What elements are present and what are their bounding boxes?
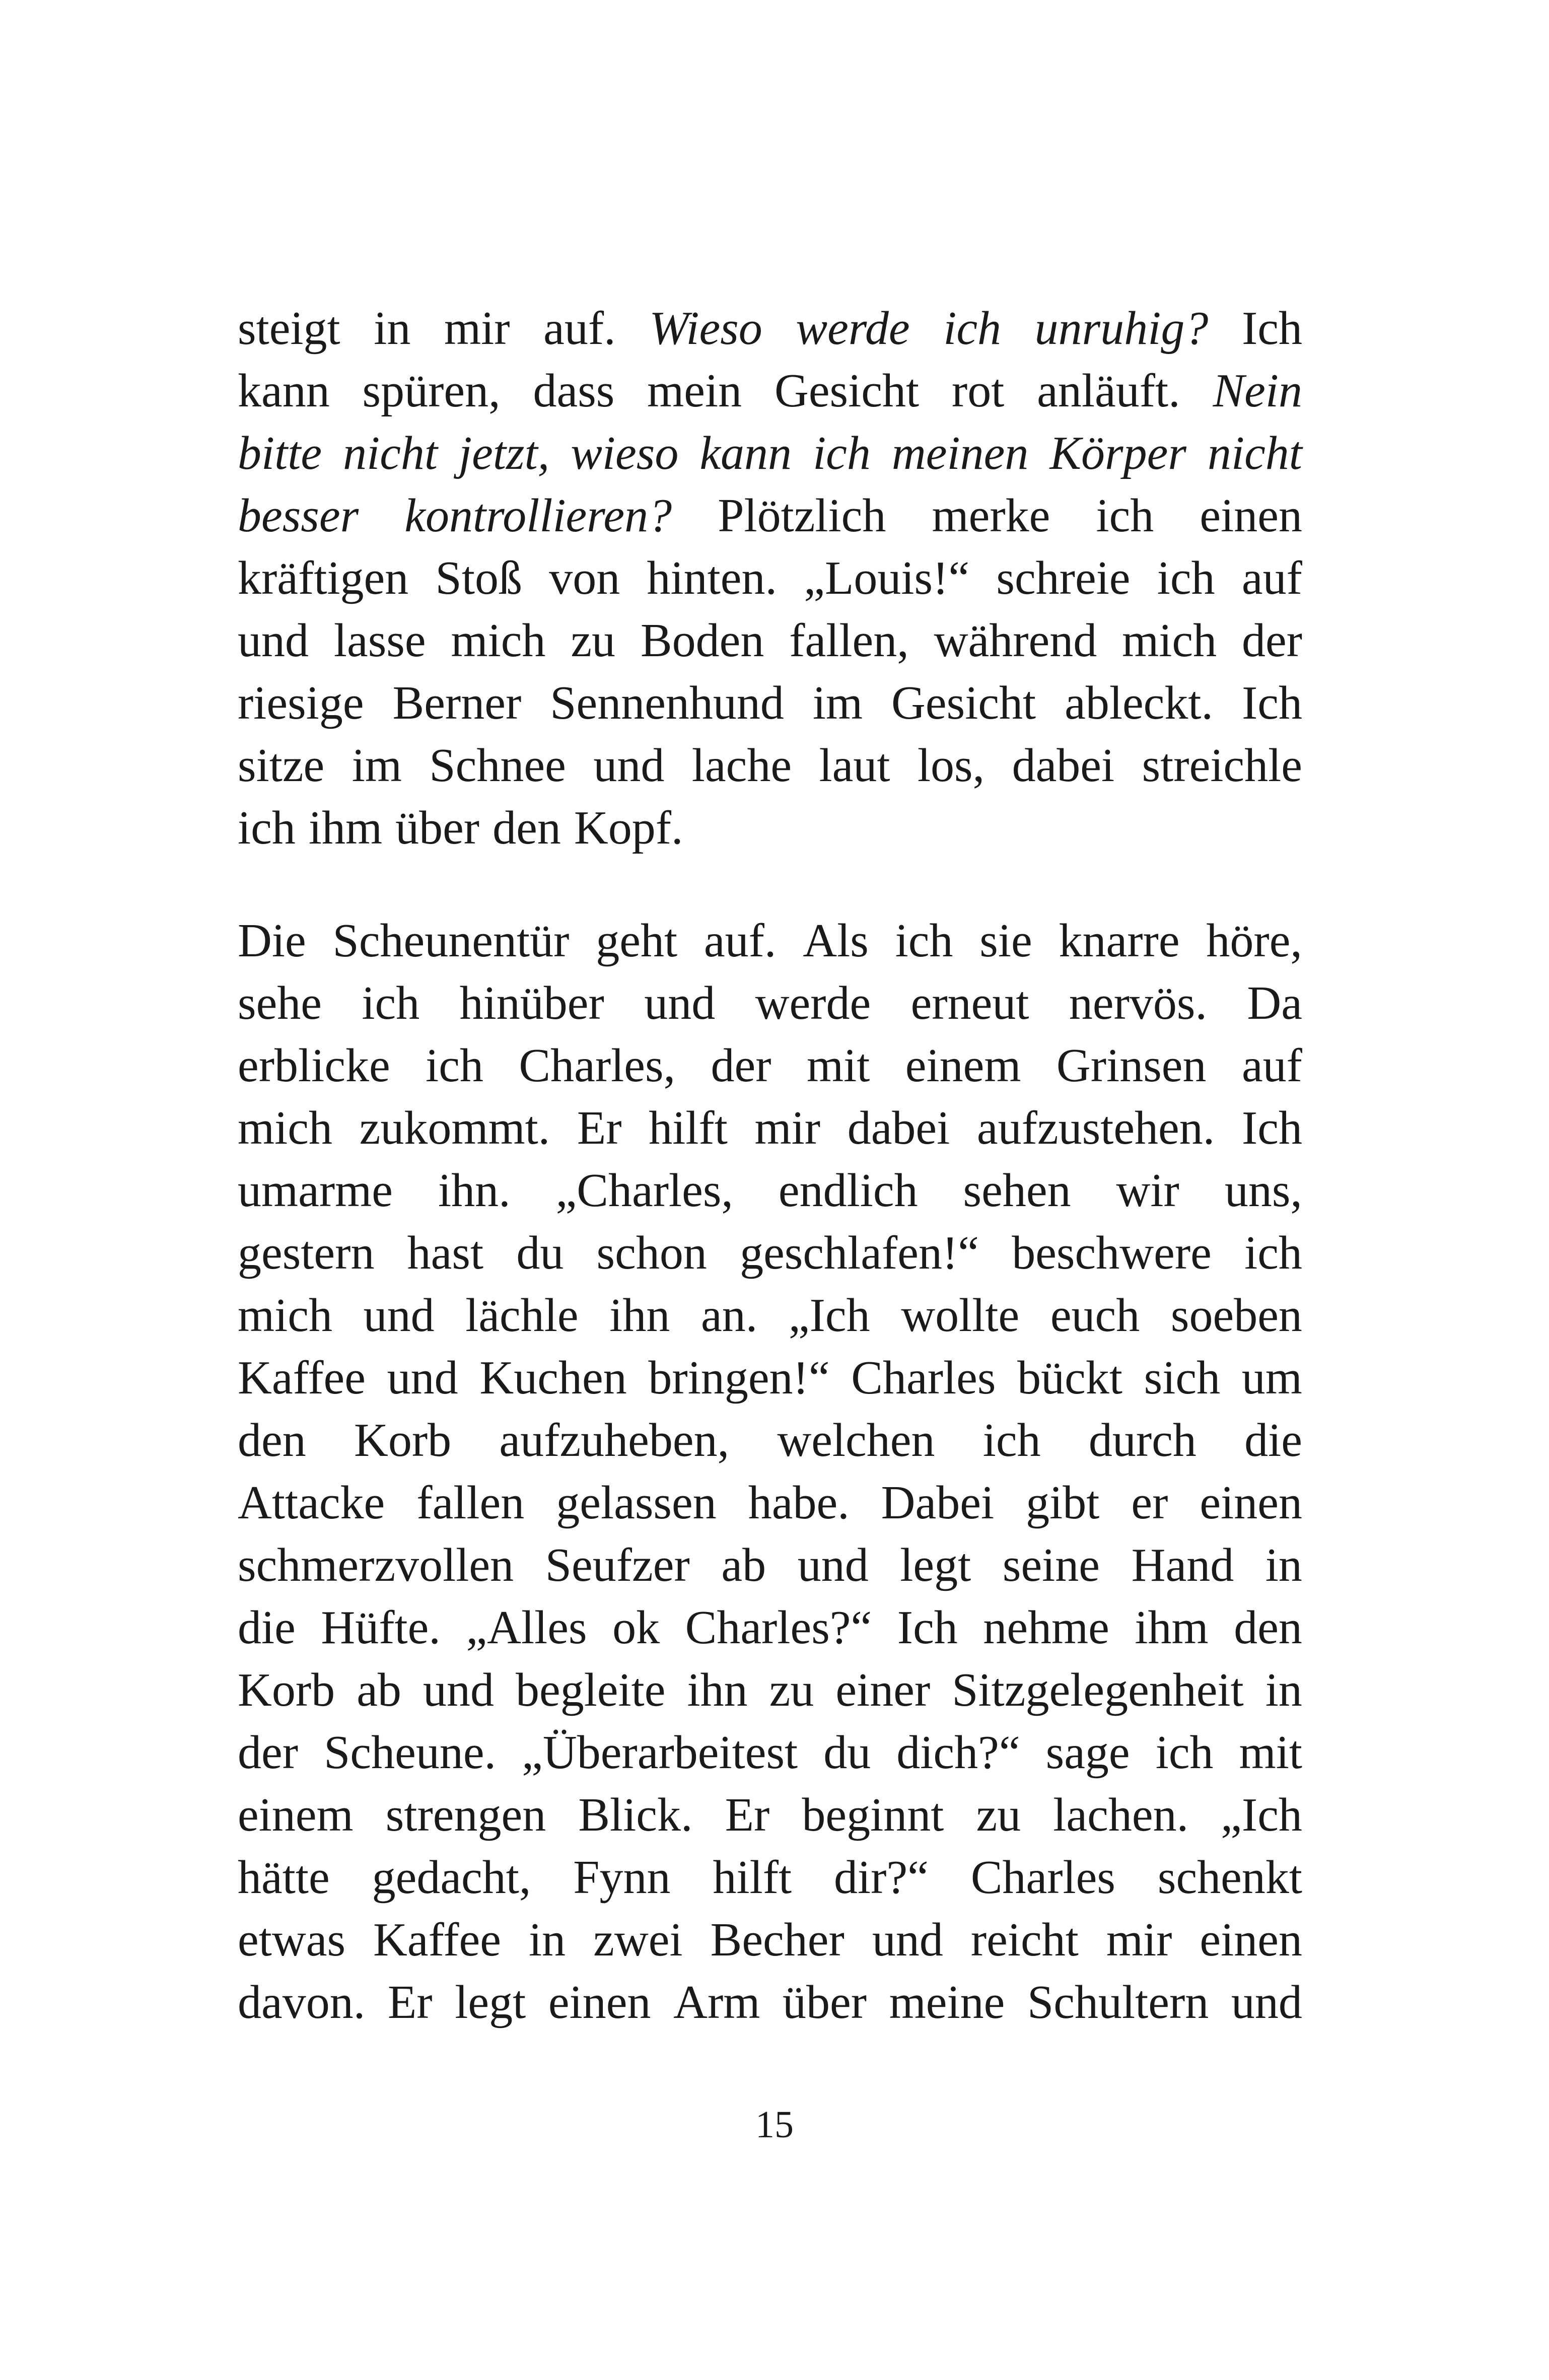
word: zwei — [593, 1914, 683, 1966]
word: um — [1241, 1352, 1302, 1404]
word: Charles — [970, 1851, 1115, 1904]
word: höre, — [1206, 915, 1302, 967]
word: Dabei — [881, 1477, 995, 1529]
word: der — [238, 1726, 299, 1779]
text-line — [238, 484, 1302, 547]
word: gelassen — [556, 1477, 717, 1529]
word: einer — [835, 1664, 931, 1716]
word: Kaffee — [373, 1914, 502, 1966]
text-line — [238, 1034, 1302, 1097]
italic-word: Körper — [1049, 427, 1186, 479]
word: Kaffee — [238, 1352, 366, 1404]
word: ab — [357, 1664, 401, 1716]
word: mir — [754, 1102, 821, 1154]
word: steigt — [238, 302, 340, 355]
word: über — [783, 1976, 867, 2028]
word: geschlafen!“ — [740, 1227, 979, 1279]
word: ihn. — [438, 1164, 511, 1217]
word: sie — [979, 915, 1032, 967]
word: bückt — [1017, 1352, 1122, 1404]
italic-word: bitte — [238, 427, 322, 479]
italic-word: wieso — [571, 427, 679, 479]
word: mir — [1106, 1914, 1172, 1966]
word: schon — [596, 1227, 707, 1279]
word: Arm — [673, 1976, 760, 2028]
italic-word: kontrollieren? — [404, 489, 672, 542]
word: sich — [1144, 1352, 1221, 1404]
word: dabei — [1012, 739, 1115, 792]
word: endlich — [778, 1164, 918, 1217]
word: riesige — [238, 677, 364, 729]
word: Sennenhund — [550, 677, 784, 729]
word: soeben — [1170, 1289, 1302, 1342]
word: knarre — [1059, 915, 1180, 967]
word: etwas — [238, 1914, 346, 1966]
word: Kuchen — [479, 1352, 627, 1404]
italic-word: ich — [813, 427, 871, 479]
word: wir — [1116, 1164, 1179, 1217]
word: ich — [1157, 552, 1215, 604]
word: „Ich — [788, 1289, 870, 1342]
text-line — [238, 1534, 1302, 1596]
word: Becher — [710, 1914, 844, 1966]
word: Er — [725, 1789, 770, 1841]
word: den — [238, 1414, 306, 1466]
word: reicht — [970, 1914, 1079, 1966]
word: sehen — [963, 1164, 1071, 1217]
word: Blick. — [578, 1789, 693, 1841]
word: Als — [803, 915, 869, 967]
text-line — [238, 1596, 1302, 1659]
word: hilft — [713, 1851, 792, 1904]
paragraph-2 — [238, 909, 1302, 2034]
word: und — [644, 977, 716, 1029]
text-line — [238, 1472, 1302, 1534]
word: lächle — [465, 1289, 579, 1342]
word: und — [238, 614, 309, 667]
word: einen — [1200, 1914, 1302, 1966]
word: streichle — [1142, 739, 1302, 792]
word: strengen — [385, 1789, 546, 1841]
word: Berner — [392, 677, 522, 729]
text-line — [238, 1846, 1302, 1909]
word: lasse — [333, 614, 426, 667]
word: lachen. — [1053, 1789, 1189, 1841]
italic-word: Nein — [1213, 365, 1302, 417]
text-line — [238, 1409, 1302, 1472]
word: einem — [238, 1789, 354, 1841]
word: geht — [596, 915, 678, 967]
word: du — [516, 1227, 564, 1279]
word: ich — [238, 802, 296, 854]
word: Boden — [640, 614, 764, 667]
word: mit — [1239, 1726, 1302, 1779]
paragraph-1 — [238, 297, 1302, 859]
text-line — [238, 1097, 1302, 1159]
text-line — [238, 609, 1302, 672]
word: Ich — [1241, 1102, 1302, 1154]
word: und — [423, 1664, 494, 1716]
word: habe. — [748, 1477, 850, 1529]
word: Seufzer — [545, 1539, 690, 1591]
word: Kopf. — [574, 802, 683, 854]
italic-word: nicht — [1207, 427, 1302, 479]
word: auf — [1241, 552, 1302, 604]
text-line — [238, 672, 1302, 734]
word: der — [1241, 614, 1302, 667]
word: den — [492, 802, 561, 854]
word: ich — [426, 1039, 483, 1092]
word: kann — [238, 365, 330, 417]
word: Plötzlich — [718, 489, 886, 542]
word: in — [529, 1914, 566, 1966]
word: ich — [1244, 1227, 1302, 1279]
word: euch — [1050, 1289, 1140, 1342]
word: die — [238, 1601, 296, 1654]
text-line — [238, 1784, 1302, 1846]
word: Er — [577, 1102, 622, 1154]
word: ich — [1096, 489, 1154, 542]
word: und — [593, 739, 665, 792]
word: in — [1265, 1539, 1302, 1591]
word: „Überarbeitest — [522, 1726, 798, 1779]
word: rot — [951, 365, 1005, 417]
word: anläuft. — [1037, 365, 1180, 417]
word: und — [872, 1914, 943, 1966]
word: fallen, — [789, 614, 909, 667]
word: in — [1265, 1664, 1302, 1716]
word: zu — [769, 1664, 814, 1716]
word: ihn — [687, 1664, 748, 1716]
word: schmerzvollen — [238, 1539, 514, 1591]
word: Grinsen — [1056, 1039, 1207, 1092]
word: hinüber — [459, 977, 604, 1029]
word: und — [363, 1289, 435, 1342]
word: seine — [1002, 1539, 1100, 1591]
word: aufzuheben, — [499, 1414, 730, 1466]
word: Fynn — [573, 1851, 671, 1904]
word: umarme — [238, 1164, 393, 1217]
word: an. — [701, 1289, 758, 1342]
word: Gesicht — [774, 365, 920, 417]
text-line — [238, 360, 1302, 422]
italic-word: jetzt, — [459, 427, 550, 479]
word: ableckt. — [1065, 677, 1214, 729]
word: kräftigen — [238, 552, 409, 604]
text-line — [238, 547, 1302, 609]
word: ihn — [609, 1289, 670, 1342]
word: mich — [1122, 614, 1217, 667]
word: los, — [917, 739, 985, 792]
word: fallen — [416, 1477, 525, 1529]
word: im — [812, 677, 863, 729]
word: du — [823, 1726, 871, 1779]
word: spüren, — [362, 365, 501, 417]
word: Korb — [238, 1664, 335, 1716]
word: einem — [905, 1039, 1021, 1092]
word: ihm — [308, 802, 383, 854]
word: aufzustehen. — [976, 1102, 1215, 1154]
word: zukommt. — [359, 1102, 550, 1154]
word: hilft — [649, 1102, 728, 1154]
word: dir?“ — [834, 1851, 929, 1904]
word: Ich — [897, 1601, 958, 1654]
word: ich — [982, 1414, 1041, 1466]
word: erblicke — [238, 1039, 390, 1092]
text-line — [238, 1222, 1302, 1284]
word: bringen!“ — [648, 1352, 830, 1404]
word: schreie — [996, 552, 1131, 604]
italic-word: ich — [943, 302, 1002, 355]
word: mein — [647, 365, 742, 417]
word: und — [797, 1539, 869, 1591]
word: sage — [1045, 1726, 1130, 1779]
word: mich — [451, 614, 546, 667]
text-line — [238, 797, 1302, 859]
word: den — [1234, 1601, 1302, 1654]
word: Die — [238, 915, 306, 967]
word: „Charles, — [555, 1164, 733, 1217]
page-number: 15 — [755, 2104, 794, 2146]
word: uns, — [1224, 1164, 1302, 1217]
word: Sitzgelegenheit — [952, 1664, 1244, 1716]
word: ich — [362, 977, 420, 1029]
italic-word: nicht — [343, 427, 438, 479]
word: werde — [755, 977, 871, 1029]
word: einen — [1200, 1477, 1302, 1529]
word: der — [711, 1039, 771, 1092]
italic-word: unruhig? — [1034, 302, 1209, 355]
text-line — [238, 1909, 1302, 1971]
word: beschwere — [1012, 1227, 1212, 1279]
word: „Louis!“ — [804, 552, 970, 604]
text-line — [238, 909, 1302, 972]
word: nervös. — [1069, 977, 1207, 1029]
word: Charles, — [519, 1039, 676, 1092]
word: meine — [889, 1976, 1005, 2028]
text-line — [238, 422, 1302, 484]
word: ab — [721, 1539, 766, 1591]
word: mich — [238, 1289, 332, 1342]
word: hast — [407, 1227, 484, 1279]
word: dich?“ — [896, 1726, 1020, 1779]
word: hinten. — [647, 552, 777, 604]
word: dabei — [847, 1102, 950, 1154]
word: Ich — [1241, 677, 1302, 729]
word: dass — [533, 365, 615, 417]
text-line — [238, 1659, 1302, 1721]
word: auf. — [703, 915, 777, 967]
word: Attacke — [238, 1477, 385, 1529]
word: Er — [387, 1976, 433, 2028]
word: zu — [571, 614, 616, 667]
text-line — [238, 1284, 1302, 1347]
word: mir — [444, 302, 510, 355]
word: Schnee — [429, 739, 566, 792]
word: davon. — [238, 1976, 366, 2028]
word: begleite — [515, 1664, 666, 1716]
word: „Alles — [466, 1601, 587, 1654]
word: einen — [1200, 489, 1302, 542]
word: hätte — [238, 1851, 330, 1904]
text-line — [238, 734, 1302, 797]
word: mit — [806, 1039, 870, 1092]
word: Charles?“ — [685, 1601, 872, 1654]
word: Scheune. — [324, 1726, 497, 1779]
word: während — [934, 614, 1097, 667]
word: erneut — [910, 977, 1029, 1029]
word: wollte — [901, 1289, 1020, 1342]
word: auf. — [543, 302, 616, 355]
word: Hüfte. — [321, 1601, 441, 1654]
text-line — [238, 1721, 1302, 1784]
word: Hand — [1131, 1539, 1234, 1591]
word: von — [549, 552, 620, 604]
word: lache — [691, 739, 792, 792]
word: die — [1244, 1414, 1302, 1466]
word: Ich — [1241, 302, 1302, 355]
italic-word: meinen — [891, 427, 1029, 479]
word: auf — [1241, 1039, 1302, 1092]
word: Scheunentür — [332, 915, 570, 967]
text-line — [238, 972, 1302, 1034]
word: er — [1131, 1477, 1168, 1529]
text-line — [238, 1971, 1302, 2034]
word: nehme — [983, 1601, 1109, 1654]
word: welchen — [777, 1414, 935, 1466]
word: ok — [612, 1601, 660, 1654]
word: merke — [932, 489, 1050, 542]
word: zu — [976, 1789, 1021, 1841]
word: gibt — [1026, 1477, 1100, 1529]
word: im — [351, 739, 402, 792]
italic-word: kann — [699, 427, 792, 479]
text-line — [238, 297, 1302, 360]
word: ihm — [1135, 1601, 1209, 1654]
word: und — [387, 1352, 458, 1404]
word: ich — [1155, 1726, 1214, 1779]
word: durch — [1088, 1414, 1196, 1466]
word: Korb — [354, 1414, 452, 1466]
word: Stoß — [435, 552, 522, 604]
word: mich — [238, 1102, 332, 1154]
text-line — [238, 1347, 1302, 1409]
word: Da — [1247, 977, 1302, 1029]
word: sehe — [238, 977, 322, 1029]
word: „Ich — [1221, 1789, 1302, 1841]
italic-word: Wieso — [649, 302, 762, 355]
italic-word: werde — [796, 302, 910, 355]
word: einen — [548, 1976, 651, 2028]
word: laut — [819, 739, 890, 792]
word: Charles — [851, 1352, 996, 1404]
text-line — [238, 1159, 1302, 1222]
word: Gesicht — [891, 677, 1036, 729]
word: gedacht, — [372, 1851, 531, 1904]
word: in — [374, 302, 411, 355]
word: über — [395, 802, 480, 854]
word: sitze — [238, 739, 325, 792]
word: und — [1231, 1976, 1302, 2028]
word: Schultern — [1027, 1976, 1209, 2028]
italic-word: besser — [238, 489, 359, 542]
word: legt — [455, 1976, 526, 2028]
word: ich — [895, 915, 953, 967]
word: beginnt — [802, 1789, 944, 1841]
word: gestern — [238, 1227, 375, 1279]
word: legt — [900, 1539, 971, 1591]
word: schenkt — [1157, 1851, 1302, 1904]
